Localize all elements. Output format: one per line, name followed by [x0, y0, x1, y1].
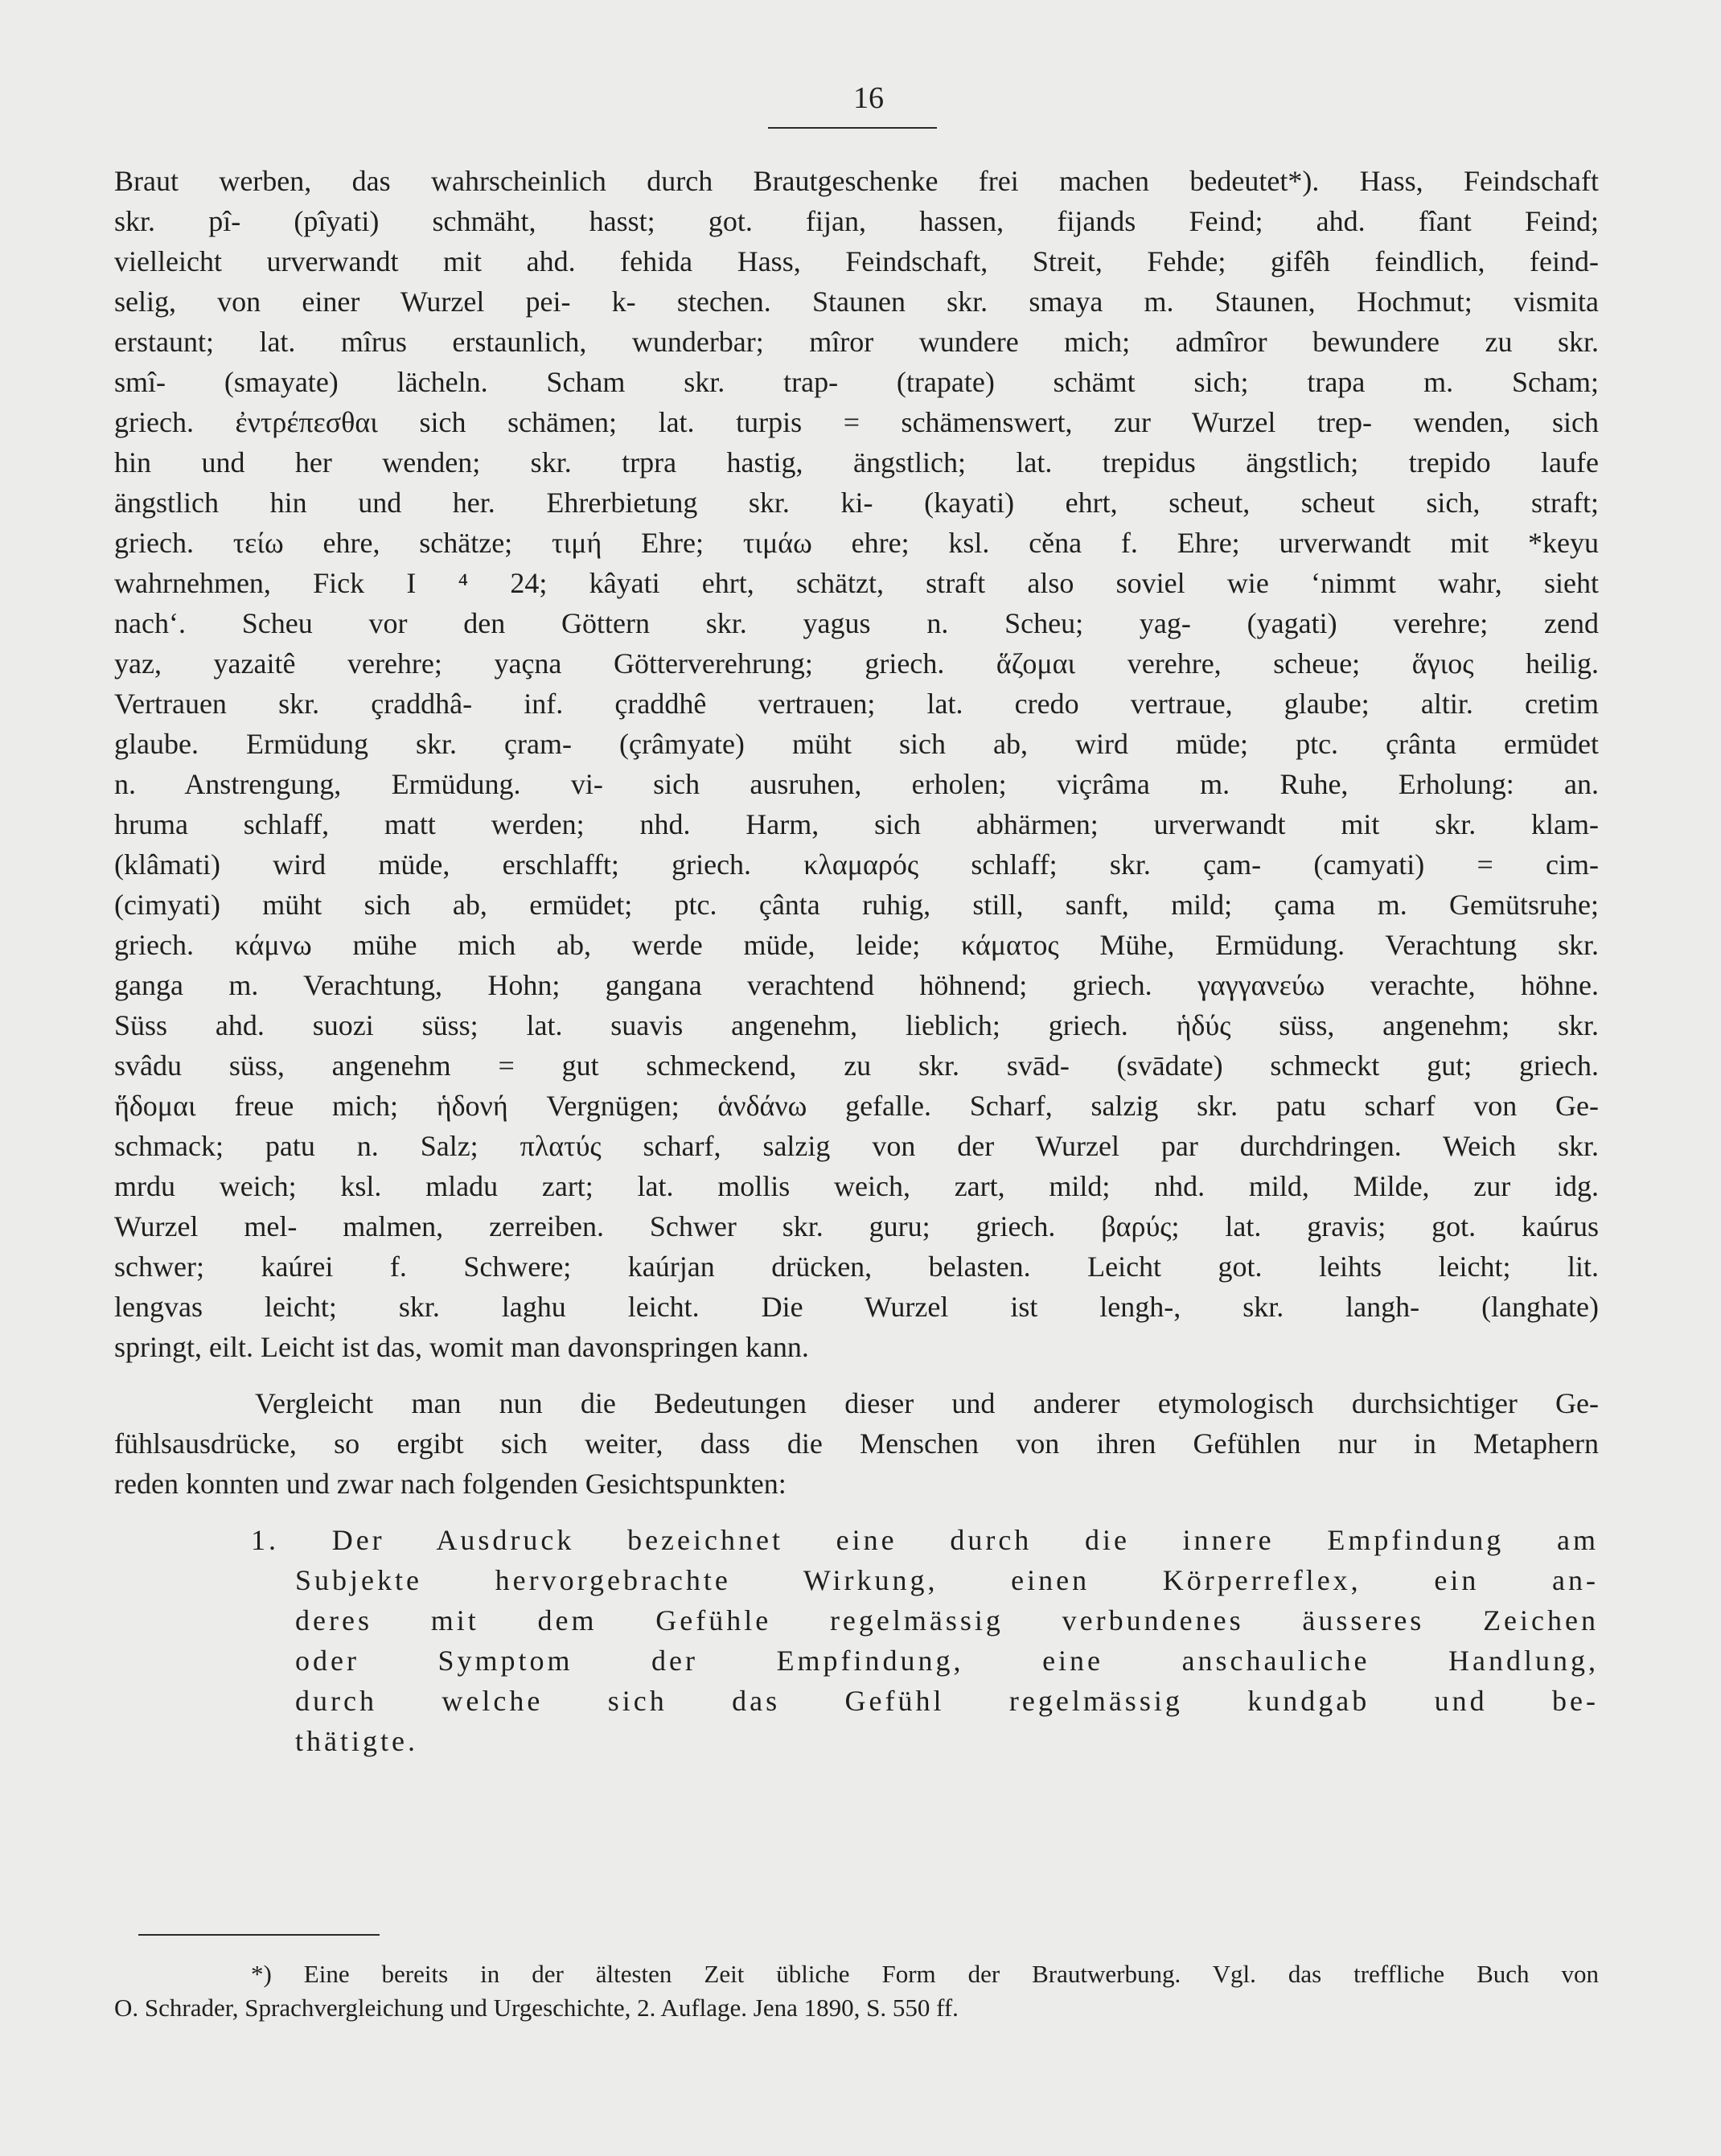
text-line: Wurzel mel- malmen, zerreiben. Schwer skr. guru; griech. βαρύς; lat. gravis; got. kaúrus — [114, 1210, 1599, 1242]
text-line: glaube. Ermüdung skr. çram- (çrâmyate) müht sich ab, wird müde; ptc. çrânta ermüdet — [114, 728, 1599, 760]
page-number-rule — [768, 127, 937, 129]
page-number: 16 — [853, 81, 884, 115]
footnote-line: *) Eine bereits in der ältesten Zeit übliche Form der Brautwerbung. Vgl. das treffliche Buch von — [251, 1960, 1599, 1988]
text-line: 1. Der Ausdruck bezeichnet eine durch die innere Empfindung am — [251, 1524, 1599, 1556]
text-line: thätigte. — [295, 1725, 418, 1757]
list-item-1 — [114, 1520, 1599, 1761]
text-line: nach‘. Scheu vor den Göttern skr. yagus n. Scheu; yag- (yagati) verehre; zend — [114, 607, 1599, 639]
text-line: fühlsausdrücke, so ergibt sich weiter, dass die Menschen von ihren Gefühlen nur in Metaphern — [114, 1427, 1599, 1460]
text-line: mrdu weich; ksl. mladu zart; lat. mollis weich, zart, mild; nhd. mild, Milde, zur idg. — [114, 1170, 1599, 1202]
text-line: lengvas leicht; skr. laghu leicht. Die Wurzel ist lengh-, skr. langh- (langhate) — [114, 1291, 1599, 1323]
text-line: n. Anstrengung, Ermüdung. vi- sich ausruhen, erholen; viçrâma m. Ruhe, Erholung: an. — [114, 768, 1599, 800]
paragraph-gap — [114, 1367, 1599, 1383]
footnote — [114, 1957, 1599, 2025]
text-line: Vergleicht man nun die Bedeutungen dieser und anderer etymologisch durchsichtiger Ge- — [255, 1387, 1599, 1419]
text-line: ganga m. Verachtung, Hohn; gangana verachtend höhnend; griech. γαγγανεύω verachte, höhne. — [114, 969, 1599, 1001]
text-line: ängstlich hin und her. Ehrerbietung skr. ki- (kayati) ehrt, scheut, scheut sich, straft; — [114, 487, 1599, 519]
text-line: Vertrauen skr. çraddhâ- inf. çraddhê vertrauen; lat. credo vertraue, glaube; altir. cretim — [114, 688, 1599, 720]
paragraph-2 — [114, 1383, 1599, 1504]
text-line: yaz, yazaitê verehre; yaçna Götterverehrung; griech. ἅζομαι verehre, scheue; ἅγιος heilig. — [114, 647, 1599, 680]
text-line: (cimyati) müht sich ab, ermüdet; ptc. çânta ruhig, still, sanft, mild; çama m. Gemütsruhe; — [114, 889, 1599, 921]
body-text — [114, 161, 1599, 1761]
text-line: reden konnten und zwar nach folgenden Gesichtspunkten: — [114, 1468, 787, 1500]
paragraph-1 — [114, 161, 1599, 1367]
text-line: Braut werben, das wahrscheinlich durch Brautgeschenke frei machen bedeutet*). Hass, Feindschaft — [114, 165, 1599, 197]
text-line: skr. pî- (pîyati) schmäht, hasst; got. fijan, hassen, fijands Feind; ahd. fîant Feind; — [114, 205, 1599, 237]
text-line: ἥδομαι freue mich; ἡδονή Vergnügen; ἁνδάνω gefalle. Scharf, salzig skr. patu scharf von Ge- — [114, 1090, 1599, 1122]
text-line: smî- (smayate) lächeln. Scham skr. trap- (trapate) schämt sich; trapa m. Scham; — [114, 366, 1599, 398]
footnote-line: O. Schrader, Sprachvergleichung und Urgeschichte, 2. Auflage. Jena 1890, S. 550 ff. — [114, 1994, 959, 2022]
text-line: selig, von einer Wurzel pei- k- stechen. Staunen skr. smaya m. Staunen, Hochmut; vismita — [114, 285, 1599, 318]
text-line: deres mit dem Gefühle regelmässig verbundenes äusseres Zeichen — [295, 1604, 1599, 1637]
text-line: schwer; kaúrei f. Schwere; kaúrjan drücken, belasten. Leicht got. leihts leicht; lit. — [114, 1250, 1599, 1283]
text-line: Subjekte hervorgebrachte Wirkung, einen Körperreflex, ein an- — [295, 1564, 1599, 1596]
text-line: oder Symptom der Empfindung, eine anschauliche Handlung, — [295, 1645, 1599, 1677]
text-line: griech. ἐντρέπεσθαι sich schämen; lat. turpis = schämenswert, zur Wurzel trep- wenden, sich — [114, 406, 1599, 438]
text-line: hin und her wenden; skr. trpra hastig, ängstlich; lat. trepidus ängstlich; trepido laufe — [114, 446, 1599, 478]
text-line: schmack; patu n. Salz; πλατύς scharf, salzig von der Wurzel par durchdringen. Weich skr. — [114, 1130, 1599, 1162]
text-line: griech. τείω ehre, schätze; τιμή Ehre; τιμάω ehre; ksl. cěna f. Ehre; urverwandt mit *keyu — [114, 527, 1599, 559]
text-line: (klâmati) wird müde, erschlafft; griech. κλαμαρός schlaff; skr. çam- (camyati) = cim- — [114, 848, 1599, 881]
text-line: durch welche sich das Gefühl regelmässig kundgab und be- — [295, 1685, 1599, 1717]
text-line: erstaunt; lat. mîrus erstaunlich, wunderbar; mîror wundere mich; admîror bewundere zu skr. — [114, 326, 1599, 358]
text-line: svâdu süss, angenehm = gut schmeckend, zu skr. svād- (svādate) schmeckt gut; griech. — [114, 1049, 1599, 1082]
text-line: Süss ahd. suozi süss; lat. suavis angenehm, lieblich; griech. ἡδύς süss, angenehm; skr. — [114, 1009, 1599, 1041]
paragraph-gap — [114, 1504, 1599, 1520]
text-line: vielleicht urverwandt mit ahd. fehida Hass, Feindschaft, Streit, Fehde; gifêh feindlich, feind- — [114, 245, 1599, 277]
text-line: springt, eilt. Leicht ist das, womit man davonspringen kann. — [114, 1331, 809, 1363]
footnote-rule — [138, 1934, 380, 1936]
text-line: wahrnehmen, Fick I ⁴ 24; kâyati ehrt, schätzt, straft also soviel wie ‘nimmt wahr, sieht — [114, 567, 1599, 599]
text-line: hruma schlaff, matt werden; nhd. Harm, sich abhärmen; urverwandt mit skr. klam- — [114, 808, 1599, 840]
text-line: griech. κάμνω mühe mich ab, werde müde, leide; κάματος Mühe, Ermüdung. Verachtung skr. — [114, 929, 1599, 961]
